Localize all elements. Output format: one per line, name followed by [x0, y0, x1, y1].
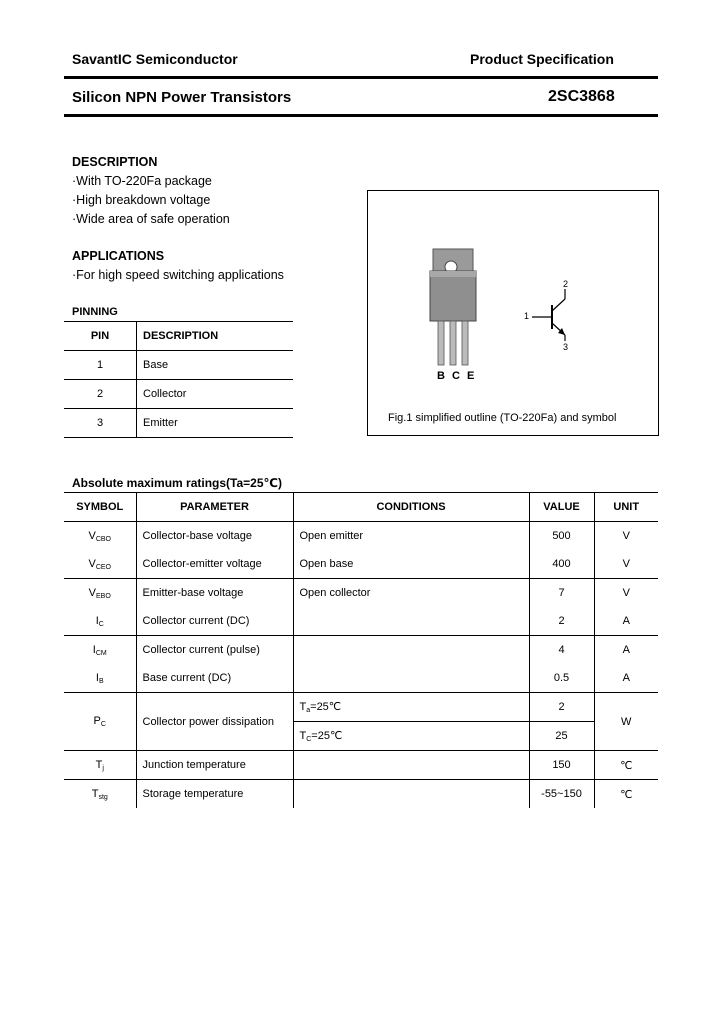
conditions-cell: $T_C=25℃$: [293, 722, 529, 751]
pinning-header-desc: DESCRIPTION: [137, 322, 294, 351]
pin-desc: Base: [137, 351, 294, 380]
part-number: 2SC3868: [548, 88, 615, 105]
symbol-pin-1: 1: [524, 311, 530, 321]
figure-box: [367, 190, 659, 436]
symbol-cell: $I_C$: [64, 607, 136, 636]
table-row: [64, 664, 658, 693]
product-family: Silicon NPN Power Transistors: [72, 89, 292, 106]
value-cell: 2: [529, 693, 594, 722]
table-row: [64, 522, 658, 551]
conditions-cell: [293, 780, 529, 809]
table-row: [64, 351, 293, 380]
pin-desc: Collector: [137, 380, 294, 409]
value-cell: 400: [529, 550, 594, 579]
conditions-cell: Open base: [293, 550, 529, 579]
pin-number: 1: [64, 351, 137, 380]
pinning-title: PINNING: [72, 306, 118, 318]
symbol-cell: $I_B$: [64, 664, 136, 693]
table-row: [64, 550, 658, 579]
symbol-pin-2: 2: [563, 279, 569, 289]
pinning-table: [64, 321, 293, 438]
symbol-pin-3: 3: [563, 342, 569, 352]
symbol-cell: $V_{EBO}$: [64, 579, 136, 608]
package-outline-image: [368, 191, 658, 435]
parameter-cell: Collector-emitter voltage: [136, 550, 293, 579]
symbol-cell: $T_{stg}$: [64, 780, 136, 809]
conditions-cell: $T_a=25℃$: [293, 693, 529, 722]
parameter-cell: Collector current (DC): [136, 607, 293, 636]
parameter-cell: Junction temperature: [136, 751, 293, 780]
unit-cell: A: [594, 664, 658, 693]
conditions-cell: [293, 751, 529, 780]
parameter-cell: Collector power dissipation: [136, 693, 293, 751]
header-rule-bottom: [64, 114, 658, 117]
parameter-cell: Base current (DC): [136, 664, 293, 693]
table-row: [64, 693, 658, 722]
conditions-cell: [293, 636, 529, 665]
table-row: [64, 380, 293, 409]
ratings-header-row: [64, 493, 658, 522]
value-cell: 2: [529, 607, 594, 636]
ratings-table: [64, 492, 658, 808]
leads-label: B C E: [437, 370, 477, 382]
conditions-cell: Open collector: [293, 579, 529, 608]
unit-cell: V: [594, 550, 658, 579]
table-row: [64, 751, 658, 780]
applications-title: APPLICATIONS: [72, 249, 165, 263]
symbol-cell: $I_{CM}$: [64, 636, 136, 665]
ratings-header-unit: UNIT: [594, 493, 658, 522]
value-cell: 500: [529, 522, 594, 551]
symbol-cell: $V_{CBO}$: [64, 522, 136, 551]
unit-cell: ℃: [594, 780, 658, 809]
table-row: [64, 579, 658, 608]
parameter-cell: Collector-base voltage: [136, 522, 293, 551]
value-cell: 4: [529, 636, 594, 665]
doc-type: Product Specification: [470, 51, 614, 67]
parameter-cell: Emitter-base voltage: [136, 579, 293, 608]
unit-cell: V: [594, 579, 658, 608]
ratings-header-parameter: PARAMETER: [136, 493, 293, 522]
company-name: SavantIC Semiconductor: [72, 51, 238, 67]
table-row: [64, 607, 658, 636]
pin-number: 2: [64, 380, 137, 409]
ratings-title: Absolute maximum ratings(Ta=25℃): [72, 476, 283, 490]
table-row: [64, 409, 293, 438]
description-item: ·With TO-220Fa package: [72, 174, 212, 188]
symbol-cell: $V_{CEO}$: [64, 550, 136, 579]
ratings-header-value: VALUE: [529, 493, 594, 522]
ratings-header-symbol: SYMBOL: [64, 493, 136, 522]
symbol-cell: $T_j$: [64, 751, 136, 780]
pin-number: 3: [64, 409, 137, 438]
pinning-header-pin: PIN: [64, 322, 137, 351]
description-title: DESCRIPTION: [72, 155, 158, 169]
header-rule-top: [64, 76, 658, 79]
parameter-cell: Collector current (pulse): [136, 636, 293, 665]
figure-caption: Fig.1 simplified outline (TO-220Fa) and symbol: [388, 412, 617, 424]
value-cell: 7: [529, 579, 594, 608]
conditions-cell: [293, 664, 529, 693]
value-cell: -55~150: [529, 780, 594, 809]
value-cell: 0.5: [529, 664, 594, 693]
conditions-cell: [293, 607, 529, 636]
conditions-cell: Open emitter: [293, 522, 529, 551]
value-cell: 150: [529, 751, 594, 780]
pinning-header-row: [64, 322, 293, 351]
applications-item: ·For high speed switching applications: [72, 268, 284, 282]
unit-cell: A: [594, 636, 658, 665]
unit-cell: ℃: [594, 751, 658, 780]
table-row: [64, 636, 658, 665]
unit-cell: W: [594, 693, 658, 751]
ratings-header-conditions: CONDITIONS: [293, 493, 529, 522]
description-item: ·High breakdown voltage: [72, 193, 211, 207]
unit-cell: A: [594, 607, 658, 636]
unit-cell: V: [594, 522, 658, 551]
table-row: [64, 780, 658, 809]
pin-desc: Emitter: [137, 409, 294, 438]
description-item: ·Wide area of safe operation: [72, 212, 230, 226]
value-cell: 25: [529, 722, 594, 751]
symbol-cell: $P_C$: [64, 693, 136, 751]
parameter-cell: Storage temperature: [136, 780, 293, 809]
